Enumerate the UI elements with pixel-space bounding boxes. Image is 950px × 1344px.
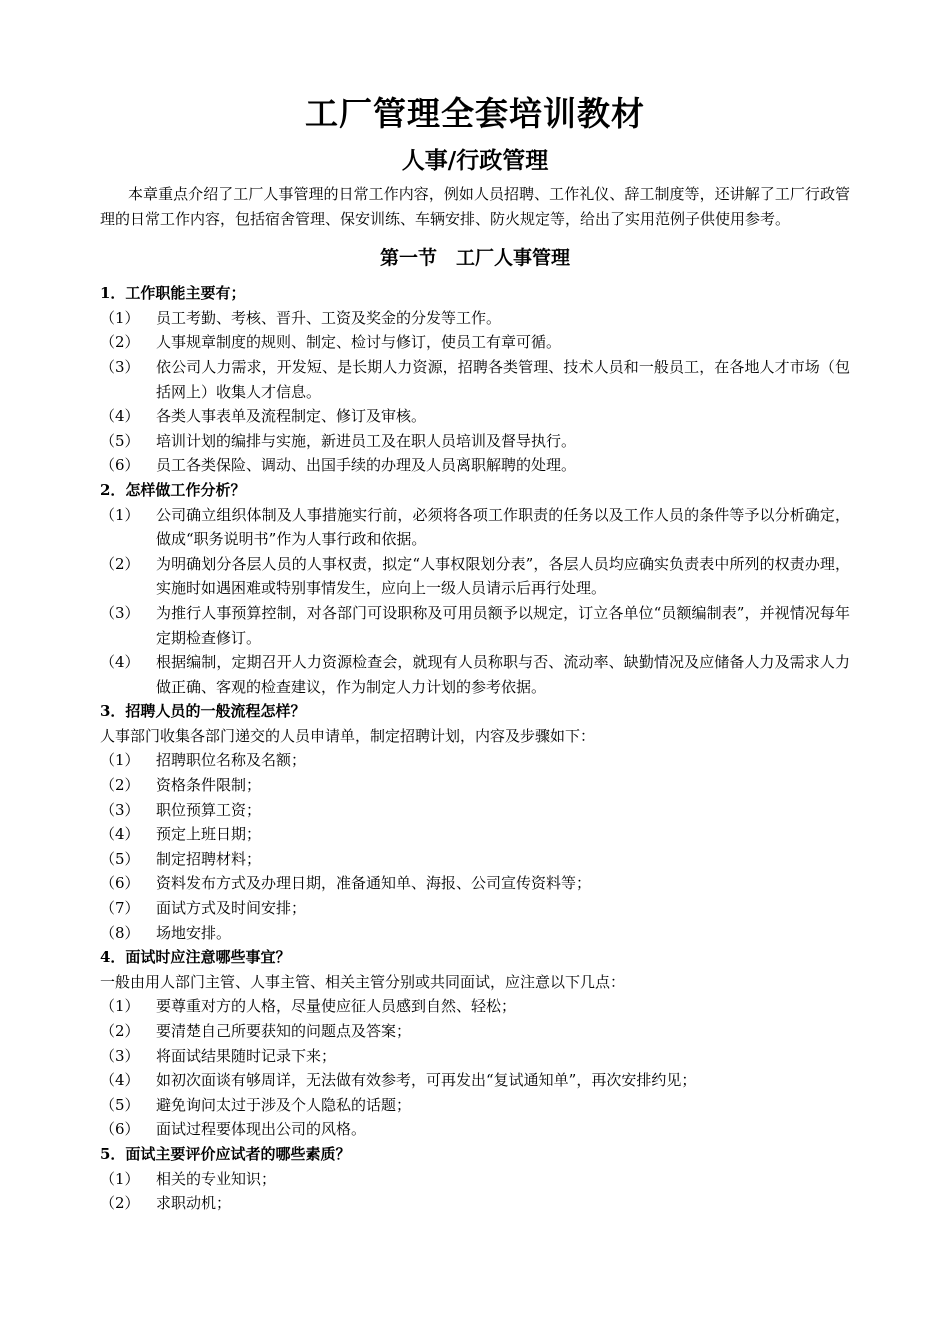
section-title: 第一节 工厂人事管理	[379, 247, 570, 270]
list-item-text: 如初次面谈有够周详，无法做有效参考，可再发出“复试通知单”，再次安排约见；	[156, 1071, 697, 1090]
list-item-text: 员工各类保险、调动、出国手续的办理及人员离职解聘的处理。	[156, 456, 577, 475]
list-item-number: （5）	[100, 849, 140, 868]
list-item-number: （1）	[100, 1169, 140, 1188]
list-item-number: （6）	[100, 456, 140, 475]
list-item-text: 相关的专业知识；	[156, 1169, 277, 1188]
document-title: 工厂管理全套培训教材	[305, 94, 645, 133]
list-item	[100, 822, 850, 847]
question-heading: 1．工作职能主要有；	[100, 284, 246, 303]
list-item	[100, 1093, 850, 1118]
question-heading: 5．面试主要评价应试者的哪些素质？	[100, 1144, 351, 1163]
list-item-text: 员工考勤、考核、晋升、工资及奖金的分发等工作。	[156, 308, 502, 327]
list-item-text: 要清楚自己所要获知的问题点及答案；	[156, 1022, 412, 1040]
list-item	[100, 429, 850, 454]
list-item-text: 将面试结果随时记录下来；	[156, 1046, 337, 1065]
list-item	[100, 601, 850, 650]
list-item	[100, 650, 850, 699]
list-item-text: 资料发布方式及办理日期，准备通知单、海报、公司宣传资料等；	[156, 874, 592, 893]
list-item-number: （3）	[100, 1046, 140, 1065]
list-item-number: （6）	[100, 874, 140, 893]
list-item	[100, 798, 850, 823]
lead-paragraph: 一般由用人部门主管、人事主管、相关主管分别或共同面试，应注意以下几点：	[100, 972, 626, 991]
list-item	[100, 552, 850, 601]
list-item	[100, 1068, 850, 1093]
list-item-text: 面试方式及时间安排；	[156, 899, 307, 918]
list-item-number: （1）	[100, 997, 140, 1016]
list-item-text: 职位预算工资；	[156, 800, 262, 819]
list-item-number: （8）	[100, 923, 140, 942]
list-item-number: （2）	[100, 333, 140, 352]
list-item-number: （4）	[100, 1071, 140, 1090]
list-item-text: 培训计划的编排与实施，新进员工及在职人员培训及督导执行。	[156, 431, 577, 450]
list-item-text: 公司确立组织体制及人事措施实行前，必须将各项工作职责的任务以及工作人员的条件等予以分析确定，做成“职务说明书”作为人事行政和依据。	[156, 505, 850, 549]
list-item-text: 求职动机；	[156, 1194, 232, 1213]
list-item	[100, 453, 850, 478]
list-item	[100, 773, 850, 798]
list-item	[100, 1167, 850, 1192]
list-item	[100, 1191, 850, 1216]
question-heading: 4．面试时应注意哪些事宜？	[100, 948, 291, 967]
list-item	[100, 896, 850, 921]
list-item-text: 根据编制，定期召开人力资源检查会，就现有人员称职与否、流动率、缺勤情况及应储备人力及需求人力做正确、客观的检查建议，作为制定人力计划的参考依据。	[156, 653, 850, 696]
lead-paragraph: 人事部门收集各部门递交的人员申请单，制定招聘计划，内容及步骤如下：	[100, 726, 596, 745]
list-item-number: （4）	[100, 653, 140, 672]
list-item-text: 依公司人力需求，开发短、是长期人力资源，招聘各类管理、技术人员和一般员工，在各地人才市场（包括网上）收集人才信息。	[156, 357, 850, 401]
content-blocks	[100, 281, 850, 1216]
list-item-number: （3）	[100, 357, 140, 376]
list-item-text: 预定上班日期；	[156, 825, 262, 844]
list-item	[100, 994, 850, 1019]
list-item-text: 制定招聘材料；	[156, 849, 262, 868]
list-item	[100, 404, 850, 429]
list-item	[100, 503, 850, 552]
list-item-text: 避免询问太过于涉及个人隐私的话题；	[156, 1095, 412, 1114]
list-item	[100, 847, 850, 872]
list-item-number: （2）	[100, 776, 140, 795]
list-item	[100, 921, 850, 946]
list-item-number: （5）	[100, 431, 140, 450]
list-item-number: （3）	[100, 800, 140, 819]
list-item-number: （4）	[100, 407, 140, 426]
list-item	[100, 330, 850, 355]
question-heading: 2．怎样做工作分析？	[100, 480, 246, 499]
list-item-number: （4）	[100, 825, 140, 844]
list-item	[100, 871, 850, 896]
list-item-number: （2）	[100, 1194, 140, 1213]
list-item-number: （7）	[100, 899, 140, 918]
list-item-number: （1）	[100, 751, 140, 770]
list-item	[100, 1019, 850, 1044]
list-item-number: （5）	[100, 1095, 140, 1114]
list-item	[100, 748, 850, 773]
list-item-text: 为明确划分各层人员的人事权责，拟定“人事权限划分表”，各层人员均应确实负责表中所列的权责办理，实施时如遇困难或特别事情发生，应向上一级人员请示后再行处理。	[156, 554, 850, 598]
list-item-number: （6）	[100, 1120, 140, 1139]
list-item-number: （1）	[100, 505, 140, 524]
list-item-number: （3）	[100, 603, 140, 622]
list-item-text: 要尊重对方的人格，尽量使应征人员感到自然、轻松；	[156, 997, 517, 1016]
list-item	[100, 306, 850, 331]
list-item-text: 为推行人事预算控制，对各部门可设职称及可用员额予以规定，订立各单位“员额编制表”，并视情况每年定期检查修订。	[156, 603, 850, 647]
list-item-text: 资格条件限制；	[156, 776, 262, 795]
list-item-text: 人事规章制度的规则、制定、检讨与修订，使员工有章可循。	[156, 333, 562, 352]
intro-paragraph: 本章重点介绍了工厂人事管理的日常工作内容，例如人员招聘、工作礼仪、辞工制度等，还讲解了工厂行政管理的日常工作内容，包括宿舍管理、保安训练、车辆安排、防火规定等，给出了实用范例子供使用参考。	[100, 185, 850, 228]
list-item-number: （1）	[100, 308, 140, 327]
list-item-text: 场地安排。	[156, 923, 232, 942]
list-item-text: 各类人事表单及流程制定、修订及审核。	[156, 407, 427, 426]
list-item	[100, 1044, 850, 1069]
list-item-text: 面试过程要体现出公司的风格。	[156, 1120, 367, 1139]
list-item	[100, 1117, 850, 1142]
question-heading: 3．招聘人员的一般流程怎样？	[100, 702, 306, 721]
list-item-number: （2）	[100, 1022, 140, 1040]
list-item	[100, 355, 850, 404]
list-item-text: 招聘职位名称及名额；	[156, 751, 307, 770]
document-subtitle: 人事/行政管理	[401, 147, 549, 174]
list-item-number: （2）	[100, 554, 140, 573]
